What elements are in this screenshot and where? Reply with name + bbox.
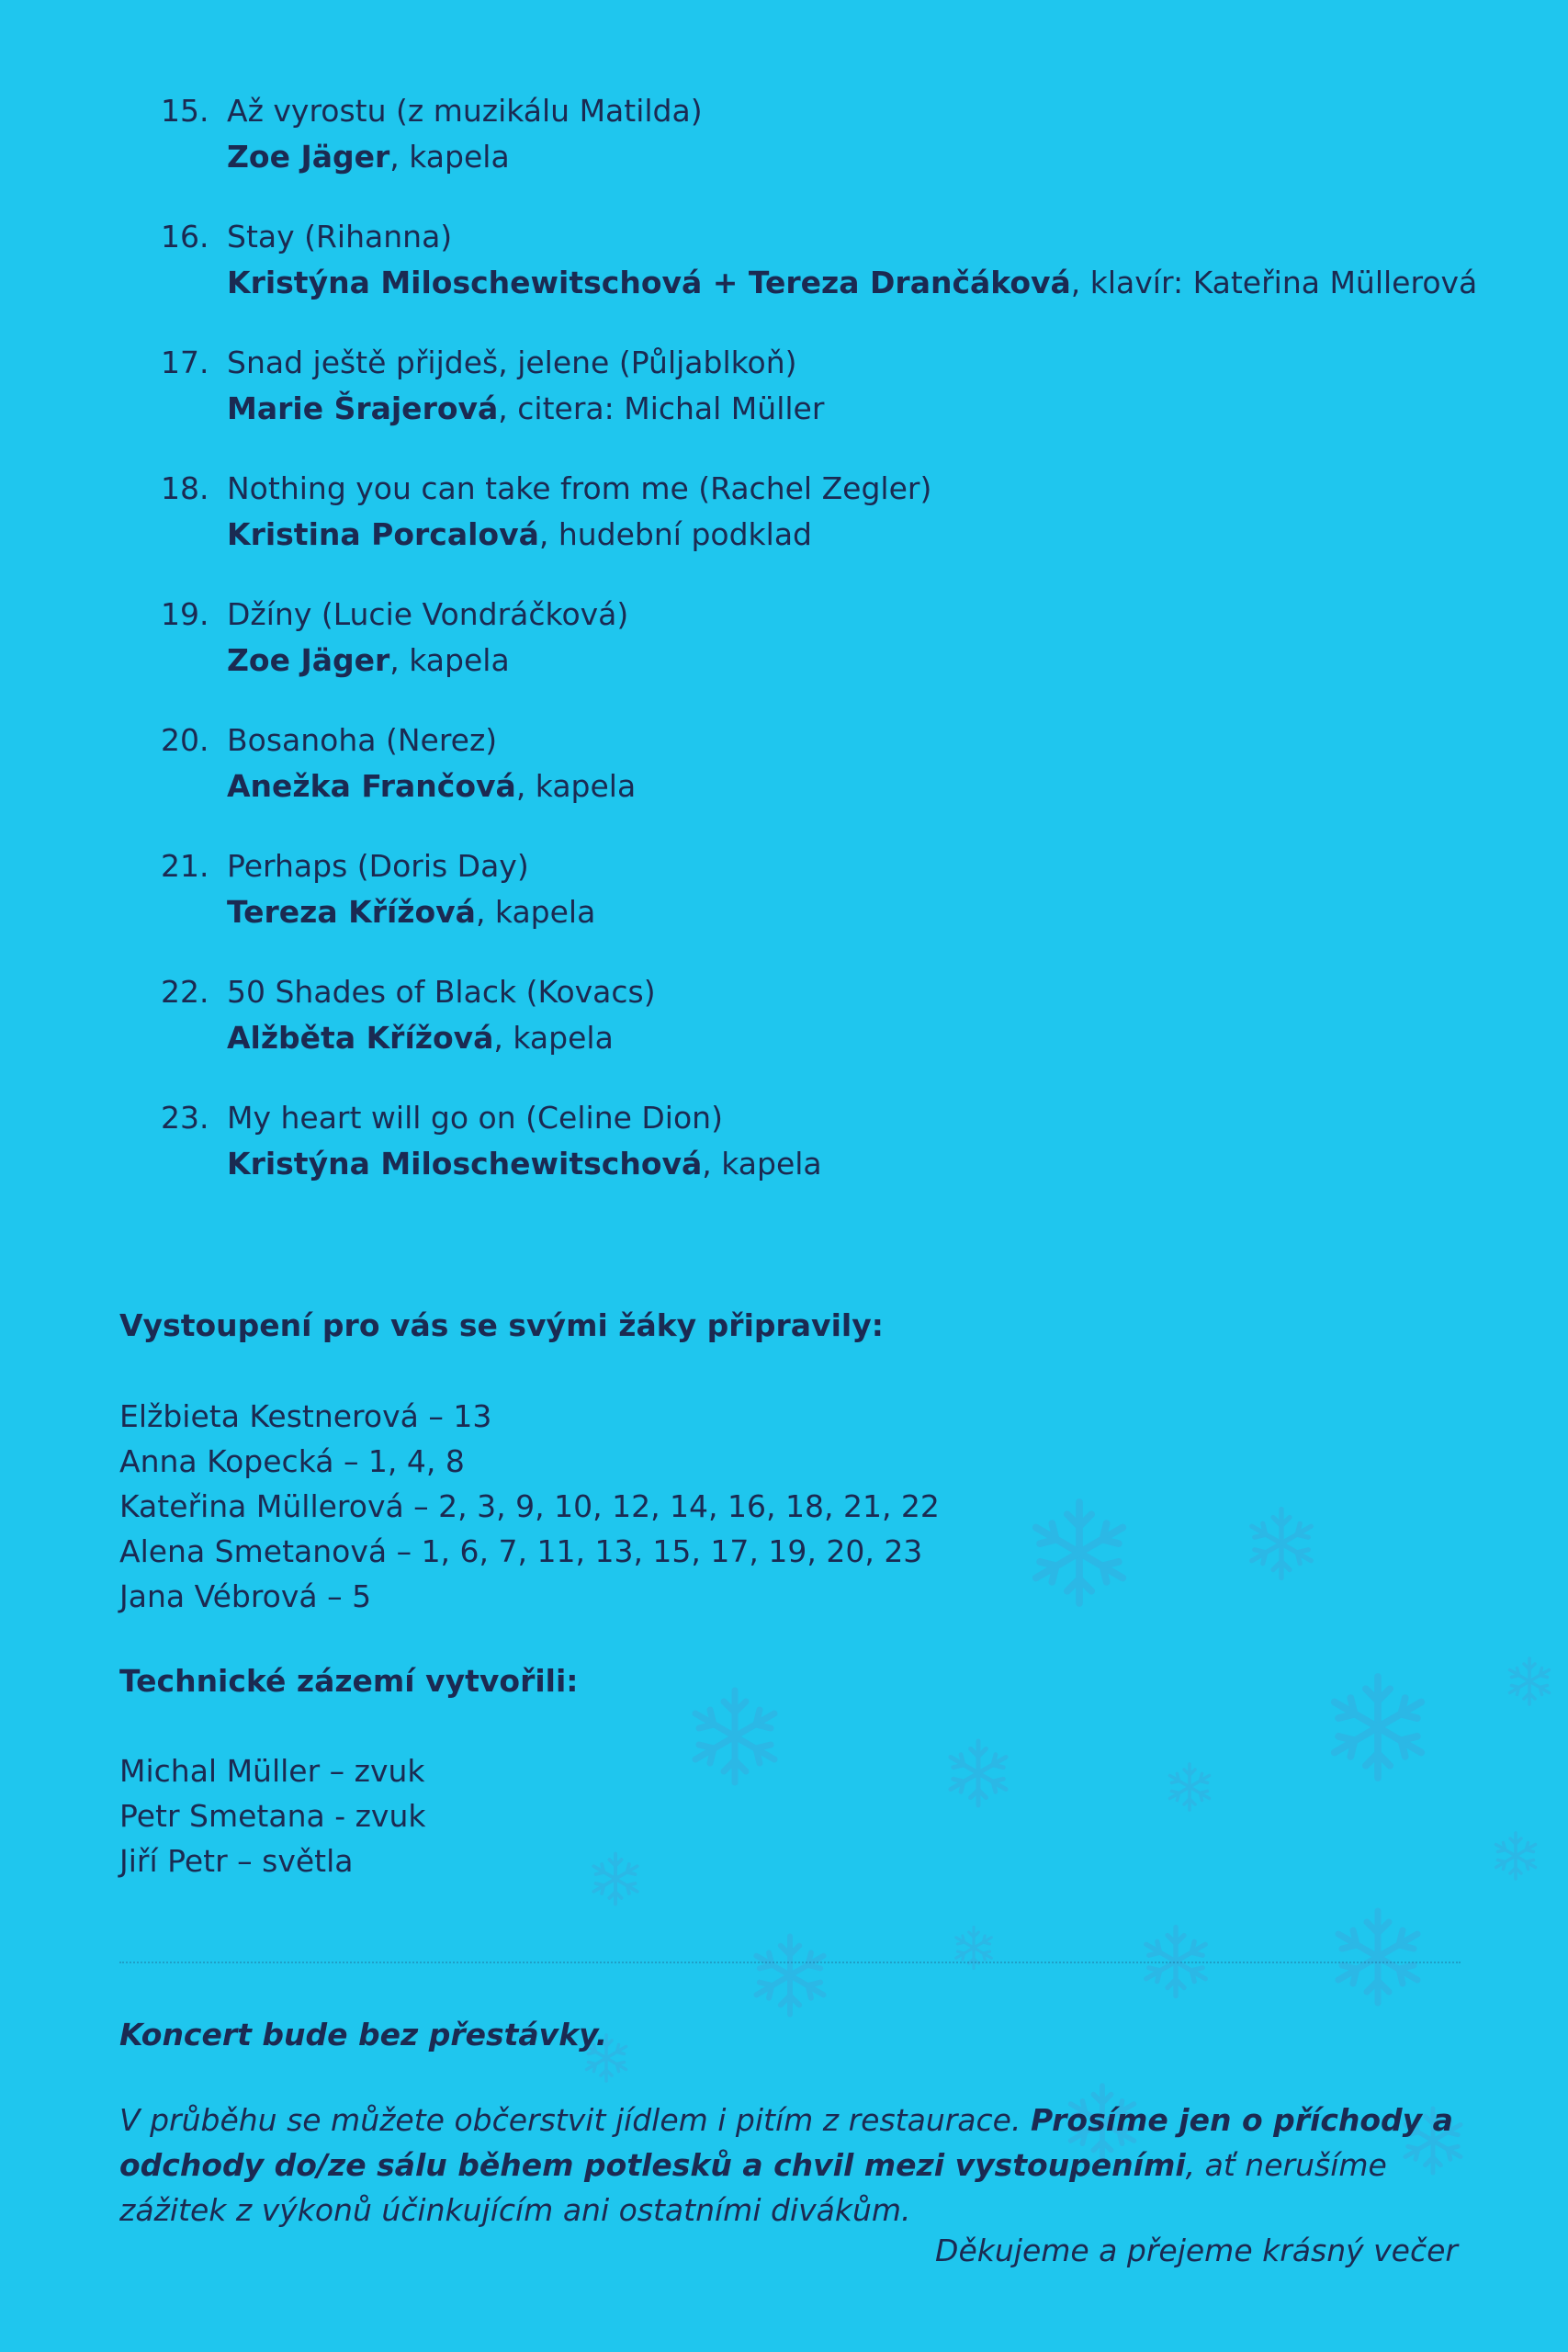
performer-name: Kristýna Miloschewitschová + Tereza Drančáková xyxy=(227,265,1071,300)
song-title: Až vyrostu (z muzikálu Matilda) xyxy=(227,93,703,129)
teachers-list xyxy=(119,1394,940,1619)
snowflake-icon xyxy=(1510,1658,1550,1704)
snowflake-icon xyxy=(1496,1833,1536,1879)
item-number: 22. xyxy=(161,974,209,1010)
list-item: Kateřina Müllerová – 2, 3, 9, 10, 12, 14, 16, 18, 21, 22 xyxy=(119,1488,940,1524)
program-item xyxy=(161,718,1539,843)
snowflake-icon xyxy=(951,1741,1006,1805)
program-item xyxy=(161,843,1539,969)
accompaniment: , citera: Michal Müller xyxy=(498,390,825,426)
program-item xyxy=(161,88,1539,214)
program-item xyxy=(161,969,1539,1095)
divider xyxy=(119,1962,1461,1963)
song-title: My heart will go on (Celine Dion) xyxy=(227,1100,723,1136)
accompaniment: , kapela xyxy=(389,139,510,175)
paragraph-text: , ať nerušíme zážitek z výkonů účinkujícím ani ostatními divákům. xyxy=(119,2147,1387,2228)
thanks-signoff: Děkujeme a přejeme krásný večer xyxy=(935,2233,1458,2268)
performer-name: Marie Šrajerová xyxy=(227,390,499,426)
snowflake-icon xyxy=(593,1854,637,1905)
program-item xyxy=(161,466,1539,592)
list-item: Michal Müller – zvuk xyxy=(119,1753,425,1789)
list-item: Alena Smetanová – 1, 6, 7, 11, 13, 15, 17, 19, 20, 23 xyxy=(119,1533,923,1569)
performer-name: Tereza Křížová xyxy=(227,894,476,930)
paragraph-text: V průběhu se můžete občerstvit jídlem i pitím z restaurace. xyxy=(119,2102,1031,2138)
item-number: 17. xyxy=(161,345,209,380)
item-number: 18. xyxy=(161,470,209,506)
info-paragraph xyxy=(119,2098,1470,2233)
performer-name: Zoe Jäger xyxy=(227,139,390,175)
list-item: Petr Smetana - zvuk xyxy=(119,1798,426,1834)
item-number: 19. xyxy=(161,596,209,632)
performer-name: Kristýna Miloschewitschová xyxy=(227,1146,703,1182)
paragraph-emphasis: Prosíme jen o příchody a odchody do/ze sálu během potlesků a chvil mezi vystoupeními xyxy=(119,2102,1453,2183)
accompaniment: , hudební podklad xyxy=(538,516,812,552)
performer-name: Anežka Frančová xyxy=(227,768,516,804)
accompaniment: , kapela xyxy=(702,1146,822,1182)
performer-name: Kristina Porcalová xyxy=(227,516,539,552)
accompaniment: , kapela xyxy=(475,894,596,930)
accompaniment: , kapela xyxy=(515,768,637,804)
snowflake-icon xyxy=(1170,1764,1210,1810)
snowflake-icon xyxy=(756,1937,823,2015)
program-item xyxy=(161,340,1539,466)
item-number: 15. xyxy=(161,93,209,129)
song-title: 50 Shades of Black (Kovacs) xyxy=(227,974,656,1010)
teachers-heading: Vystoupení pro vás se svými žáky připravily: xyxy=(119,1307,884,1343)
item-number: 20. xyxy=(161,722,209,758)
snowflake-icon xyxy=(1036,1502,1123,1603)
list-item: Jiří Petr – světla xyxy=(119,1843,354,1879)
song-title: Snad ještě přijdeš, jelene (Půljablkoň) xyxy=(227,345,797,380)
accompaniment: , kapela xyxy=(389,642,510,678)
program-item xyxy=(161,592,1539,718)
tech-heading: Technické zázemí vytvořili: xyxy=(119,1663,579,1699)
item-number: 16. xyxy=(161,219,209,254)
program-item xyxy=(161,1095,1539,1221)
snowflake-icon xyxy=(695,1690,774,1782)
item-number: 21. xyxy=(161,848,209,884)
song-title: Stay (Rihanna) xyxy=(227,219,453,254)
tech-list xyxy=(119,1748,425,1883)
program-list xyxy=(161,88,1539,1221)
song-title: Bosanoha (Nerez) xyxy=(227,722,498,758)
accompaniment: , kapela xyxy=(493,1020,614,1056)
song-title: Nothing you can take from me (Rachel Zegler) xyxy=(227,470,932,506)
snowflake-icon xyxy=(1338,1911,1417,2003)
snowflake-icon xyxy=(1335,1677,1422,1778)
song-title: Džíny (Lucie Vondráčková) xyxy=(227,596,629,632)
snowflake-icon xyxy=(1252,1510,1312,1578)
accompaniment: , klavír: Kateřina Müllerová xyxy=(1070,265,1478,300)
item-number: 23. xyxy=(161,1100,209,1136)
list-item: Jana Vébrová – 5 xyxy=(119,1578,372,1614)
list-item: Anna Kopecká – 1, 4, 8 xyxy=(119,1443,465,1479)
program-item xyxy=(161,214,1539,340)
no-intermission-notice: Koncert bude bez přestávky. xyxy=(119,2017,608,2052)
performer-name: Zoe Jäger xyxy=(227,642,390,678)
performer-name: Alžběta Křížová xyxy=(227,1020,494,1056)
list-item: Elžbieta Kestnerová – 13 xyxy=(119,1398,492,1434)
song-title: Perhaps (Doris Day) xyxy=(227,848,529,884)
